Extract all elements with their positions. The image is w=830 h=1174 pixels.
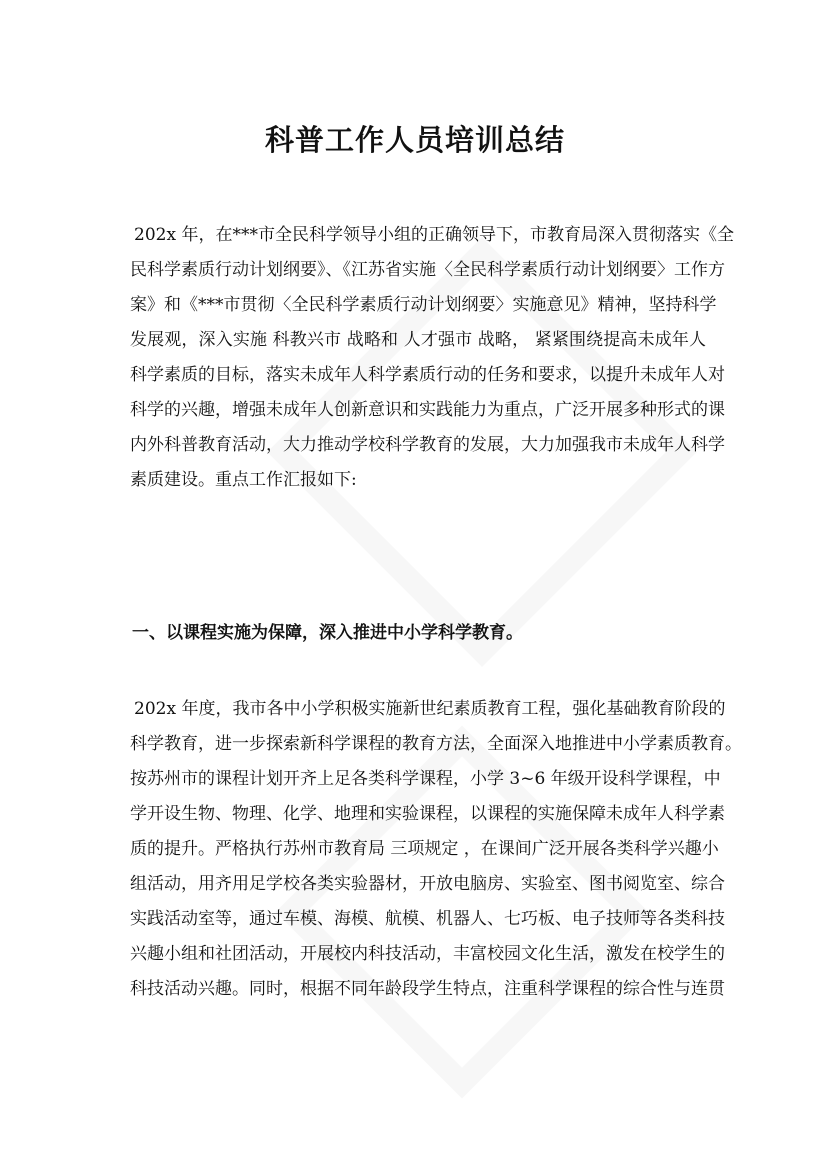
paragraph-line: 组活动，用齐用足学校各类实验器材，开放电脑房、实验室、图书阅览室、综合 <box>130 874 725 894</box>
document-title: 科普工作人员培训总结 <box>264 123 565 157</box>
paragraph-line: 按苏州市的课程计划开齐上足各类科学课程，小学 3~6 年级开设科学课程，中 <box>130 769 721 789</box>
section-heading: 一、以课程实施为保障，深入推进中小学科学教育。 <box>132 623 523 643</box>
paragraph-line: 202x 年，在***市全民科学领导小组的正确领导下，市教育局深入贯彻落实《全 <box>134 225 734 245</box>
paragraph-line: 质的提升。严格执行苏州市教育局 三项规定 ，在课间广泛开展各类科学兴趣小 <box>130 839 719 859</box>
paragraph-line: 兴趣小组和社团活动，开展校内科技活动，丰富校园文化生活，激发在校学生的 <box>130 944 725 964</box>
paragraph-line: 发展观，深入实施 科教兴市 战略和 人才强市 战略， 紧紧围绕提高未成年人 <box>130 330 706 350</box>
paragraph-line: 案》和《***市贯彻〈全民科学素质行动计划纲要〉实施意见》精神，坚持科学 <box>130 295 717 315</box>
paragraph-line: 素质建设。重点工作汇报如下: <box>130 470 357 490</box>
paragraph-line: 内外科普教育活动，大力推动学校科学教育的发展，大力加强我市未成年人科学 <box>130 435 725 455</box>
paragraph-line: 学开设生物、物理、化学、地理和实验课程，以课程的实施保障未成年人科学素 <box>130 804 725 824</box>
paragraph-line: 202x 年度，我市各中小学积极实施新世纪素质教育工程，强化基础教育阶段的 <box>134 699 726 719</box>
paragraph-line: 科学素质的目标，落实未成年人科学素质行动的任务和要求，以提升未成年人对 <box>130 365 725 385</box>
paragraph-line: 实践活动室等，通过车模、海模、航模、机器人、七巧板、电子技师等各类科技 <box>130 909 725 929</box>
paragraph-line: 科学的兴趣，增强未成年人创新意识和实践能力为重点，广泛开展多种形式的课 <box>130 400 725 420</box>
paragraph-line: 科技活动兴趣。同时，根据不同年龄段学生特点，注重科学课程的综合性与连贯 <box>130 979 725 999</box>
paragraph-line: 科学教育，进一步探索新科学课程的教育方法，全面深入地推进中小学素质教育。 <box>130 734 742 754</box>
paragraph-line: 民科学素质行动计划纲要》、《江苏省实施〈全民科学素质行动计划纲要〉工作方 <box>130 260 725 280</box>
